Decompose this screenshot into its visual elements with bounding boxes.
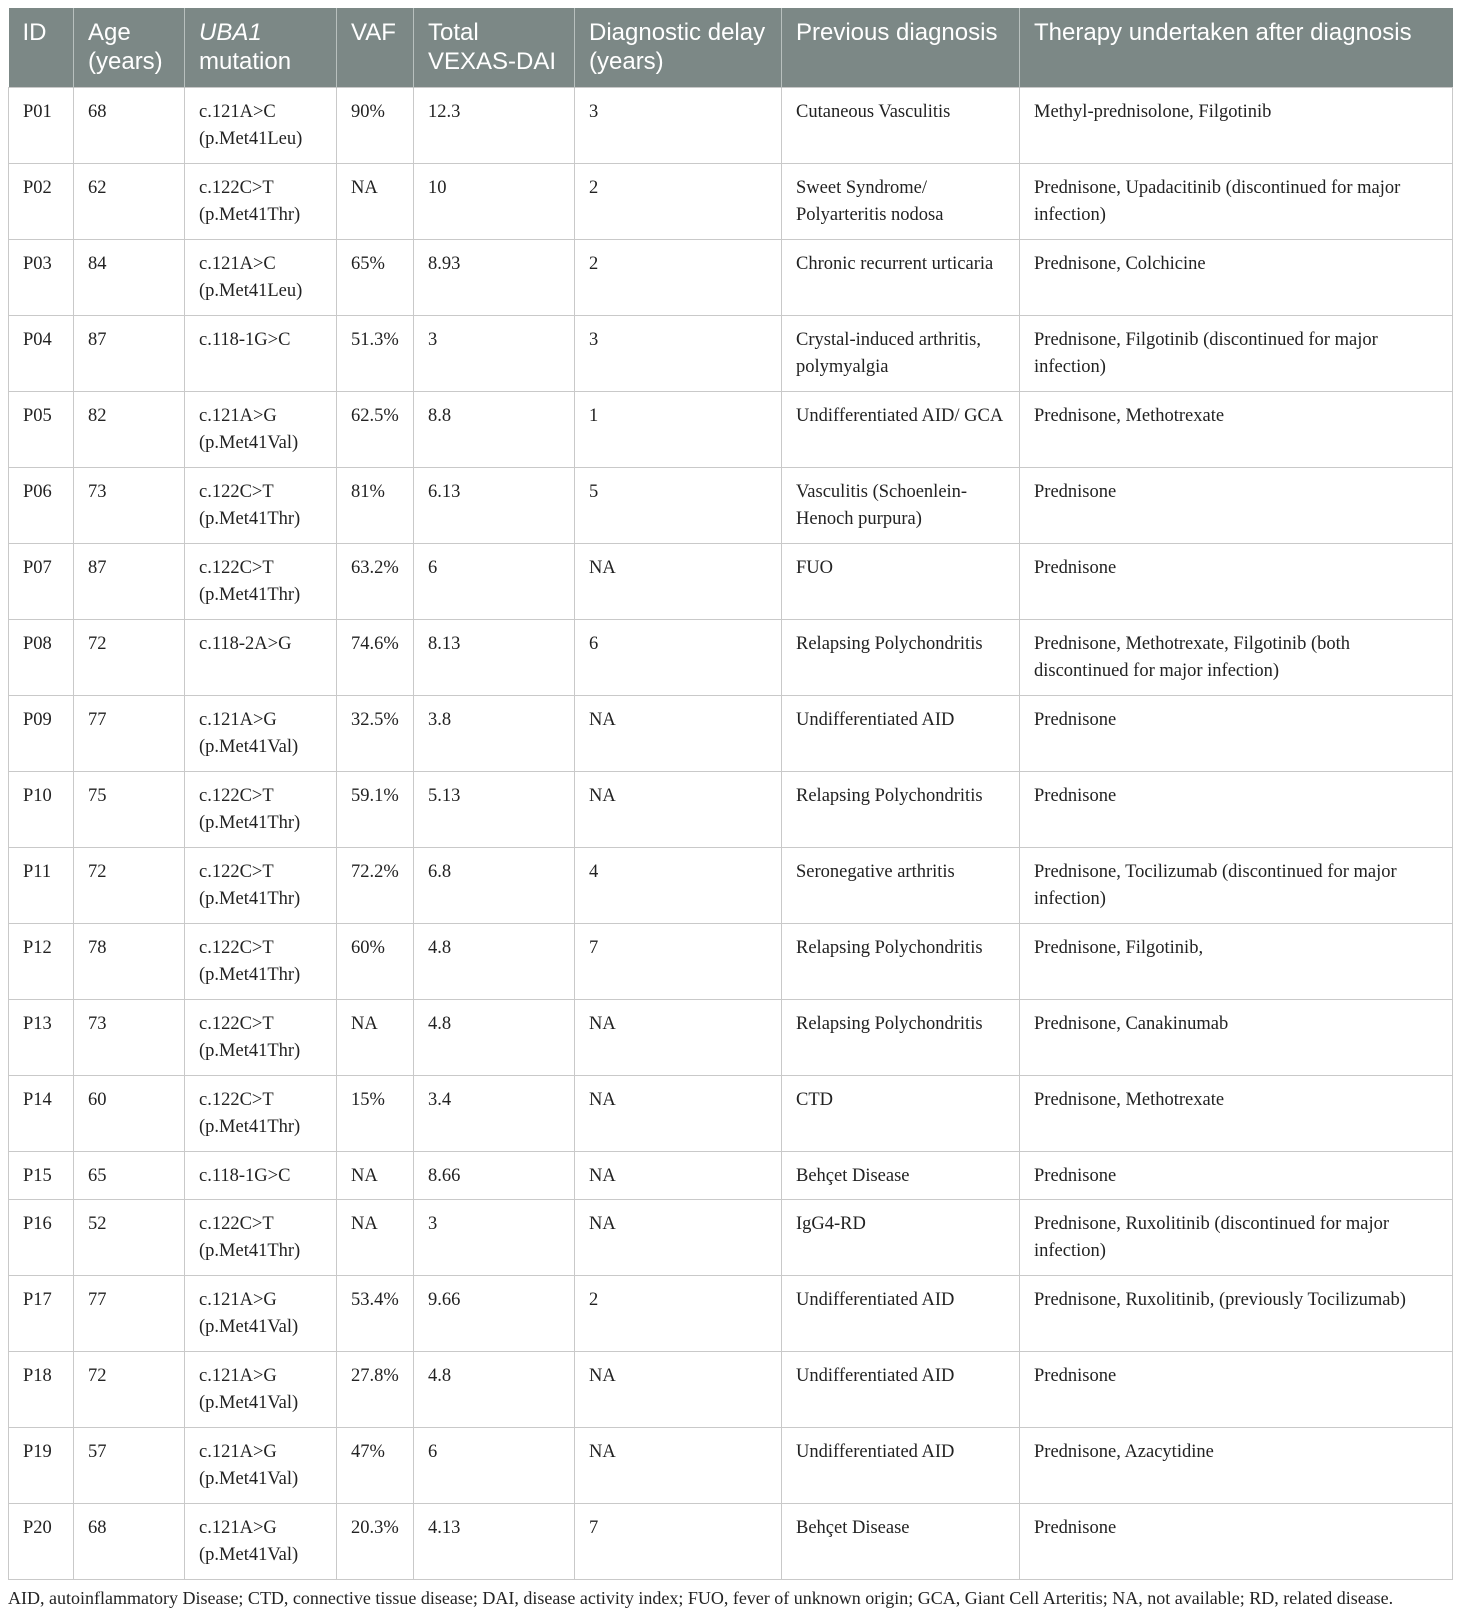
cell-previous-diagnosis: Relapsing Polychondritis — [782, 924, 1020, 1000]
cell-delay: 2 — [575, 164, 782, 240]
cell-mutation: c.122C>T (p.Met41Thr) — [185, 924, 337, 1000]
cell-age: 82 — [74, 392, 185, 468]
cell-id: P20 — [9, 1504, 74, 1580]
cell-dai: 3.4 — [414, 1076, 575, 1152]
cell-dai: 3.8 — [414, 696, 575, 772]
cell-mutation: c.122C>T (p.Met41Thr) — [185, 1000, 337, 1076]
table-row — [9, 1352, 1453, 1428]
cell-id: P10 — [9, 772, 74, 848]
cell-dai: 5.13 — [414, 772, 575, 848]
cell-therapy: Prednisone, Ruxolitinib (discontinued for major infection) — [1020, 1200, 1453, 1276]
cell-delay: 2 — [575, 1276, 782, 1352]
cell-mutation: c.121A>C (p.Met41Leu) — [185, 88, 337, 164]
cell-dai: 3 — [414, 1200, 575, 1276]
cell-previous-diagnosis: Relapsing Polychondritis — [782, 772, 1020, 848]
cell-previous-diagnosis: Vasculitis (Schoenlein-Henoch purpura) — [782, 468, 1020, 544]
cell-mutation: c.121A>G (p.Met41Val) — [185, 1504, 337, 1580]
cell-mutation: c.122C>T (p.Met41Thr) — [185, 848, 337, 924]
cell-age: 75 — [74, 772, 185, 848]
table-row — [9, 772, 1453, 848]
cell-vaf: 15% — [337, 1076, 414, 1152]
cell-dai: 4.13 — [414, 1504, 575, 1580]
cell-previous-diagnosis: IgG4-RD — [782, 1200, 1020, 1276]
cell-vaf: 63.2% — [337, 544, 414, 620]
cell-id: P03 — [9, 240, 74, 316]
cell-dai: 8.8 — [414, 392, 575, 468]
header-mutation-gene: UBA1 — [199, 19, 262, 46]
cell-delay: NA — [575, 544, 782, 620]
cell-id: P07 — [9, 544, 74, 620]
cell-delay: NA — [575, 1428, 782, 1504]
cell-id: P04 — [9, 316, 74, 392]
header-mutation-label: mutation — [199, 48, 292, 75]
cell-age: 87 — [74, 544, 185, 620]
cell-therapy: Prednisone, Tocilizumab (discontinued for major infection) — [1020, 848, 1453, 924]
cell-dai: 4.8 — [414, 1000, 575, 1076]
cell-mutation: c.121A>G (p.Met41Val) — [185, 1428, 337, 1504]
cell-previous-diagnosis: Undifferentiated AID/ GCA — [782, 392, 1020, 468]
cell-id: P16 — [9, 1200, 74, 1276]
cell-age: 73 — [74, 468, 185, 544]
cell-dai: 4.8 — [414, 1352, 575, 1428]
cell-dai: 6 — [414, 544, 575, 620]
cell-delay: NA — [575, 772, 782, 848]
cell-vaf: NA — [337, 1000, 414, 1076]
cell-previous-diagnosis: FUO — [782, 544, 1020, 620]
cell-delay: NA — [575, 696, 782, 772]
cell-therapy: Prednisone — [1020, 468, 1453, 544]
cell-id: P06 — [9, 468, 74, 544]
cell-id: P02 — [9, 164, 74, 240]
table-row — [9, 392, 1453, 468]
table-row — [9, 240, 1453, 316]
cell-delay: 3 — [575, 88, 782, 164]
cell-previous-diagnosis: Relapsing Polychondritis — [782, 1000, 1020, 1076]
cell-id: P18 — [9, 1352, 74, 1428]
cell-vaf: 65% — [337, 240, 414, 316]
table-row — [9, 1276, 1453, 1352]
cell-age: 78 — [74, 924, 185, 1000]
cell-therapy: Prednisone — [1020, 696, 1453, 772]
cell-therapy: Prednisone, Canakinumab — [1020, 1000, 1453, 1076]
cell-dai: 6.8 — [414, 848, 575, 924]
cell-previous-diagnosis: Undifferentiated AID — [782, 1352, 1020, 1428]
cell-age: 68 — [74, 88, 185, 164]
cell-delay: 2 — [575, 240, 782, 316]
cell-dai: 6.13 — [414, 468, 575, 544]
cell-age: 84 — [74, 240, 185, 316]
header-therapy: Therapy undertaken after diagnosis — [1020, 8, 1453, 88]
cell-vaf: 27.8% — [337, 1352, 414, 1428]
table-row — [9, 1200, 1453, 1276]
table-row — [9, 544, 1453, 620]
cell-age: 62 — [74, 164, 185, 240]
cell-delay: 6 — [575, 620, 782, 696]
cell-mutation: c.121A>G (p.Met41Val) — [185, 1352, 337, 1428]
cell-previous-diagnosis: CTD — [782, 1076, 1020, 1152]
table-row — [9, 1428, 1453, 1504]
cell-therapy: Prednisone, Ruxolitinib, (previously Tocilizumab) — [1020, 1276, 1453, 1352]
cell-previous-diagnosis: Chronic recurrent urticaria — [782, 240, 1020, 316]
cell-therapy: Prednisone, Filgotinib, — [1020, 924, 1453, 1000]
cell-age: 65 — [74, 1152, 185, 1200]
cell-vaf: 62.5% — [337, 392, 414, 468]
cell-previous-diagnosis: Undifferentiated AID — [782, 1276, 1020, 1352]
cell-id: P17 — [9, 1276, 74, 1352]
table-row — [9, 164, 1453, 240]
cell-previous-diagnosis: Undifferentiated AID — [782, 1428, 1020, 1504]
cell-vaf: NA — [337, 1200, 414, 1276]
cell-mutation: c.118-2A>G — [185, 620, 337, 696]
cell-delay: NA — [575, 1000, 782, 1076]
header-age: Age (years) — [74, 8, 185, 88]
cell-delay: NA — [575, 1200, 782, 1276]
cell-mutation: c.122C>T (p.Met41Thr) — [185, 1076, 337, 1152]
cell-delay: 4 — [575, 848, 782, 924]
table-header-row — [9, 8, 1453, 88]
cell-delay: 1 — [575, 392, 782, 468]
cell-previous-diagnosis: Seronegative arthritis — [782, 848, 1020, 924]
cell-dai: 8.13 — [414, 620, 575, 696]
table-row — [9, 88, 1453, 164]
table-row — [9, 620, 1453, 696]
cell-vaf: 72.2% — [337, 848, 414, 924]
cell-therapy: Prednisone — [1020, 772, 1453, 848]
cell-id: P14 — [9, 1076, 74, 1152]
cell-therapy: Prednisone, Colchicine — [1020, 240, 1453, 316]
cell-dai: 4.8 — [414, 924, 575, 1000]
cell-vaf: NA — [337, 1152, 414, 1200]
cell-id: P01 — [9, 88, 74, 164]
table-footnote: AID, autoinflammatory Disease; CTD, connective tissue disease; DAI, disease activity index; FUO, fever of unknown origin; GCA, Giant Cell Arteritis; NA, not available; RD, related disease. — [8, 1588, 1394, 1608]
cell-delay: NA — [575, 1076, 782, 1152]
header-previous-diagnosis: Previous diagnosis — [782, 8, 1020, 88]
header-delay: Diagnostic delay (years) — [575, 8, 782, 88]
cell-mutation: c.122C>T (p.Met41Thr) — [185, 772, 337, 848]
cell-mutation: c.121A>G (p.Met41Val) — [185, 1276, 337, 1352]
cell-delay: 3 — [575, 316, 782, 392]
cell-therapy: Prednisone — [1020, 544, 1453, 620]
cell-age: 57 — [74, 1428, 185, 1504]
header-dai: Total VEXAS-DAI — [414, 8, 575, 88]
cell-therapy: Prednisone, Azacytidine — [1020, 1428, 1453, 1504]
cell-age: 73 — [74, 1000, 185, 1076]
cell-mutation: c.122C>T (p.Met41Thr) — [185, 164, 337, 240]
cell-age: 87 — [74, 316, 185, 392]
cell-dai: 12.3 — [414, 88, 575, 164]
cell-vaf: 32.5% — [337, 696, 414, 772]
table-row — [9, 848, 1453, 924]
cell-therapy: Prednisone, Methotrexate — [1020, 392, 1453, 468]
cell-id: P15 — [9, 1152, 74, 1200]
cell-mutation: c.121A>G (p.Met41Val) — [185, 696, 337, 772]
cell-previous-diagnosis: Sweet Syndrome/ Polyarteritis nodosa — [782, 164, 1020, 240]
cell-previous-diagnosis: Relapsing Polychondritis — [782, 620, 1020, 696]
cell-mutation: c.118-1G>C — [185, 1152, 337, 1200]
table-row — [9, 696, 1453, 772]
cell-age: 68 — [74, 1504, 185, 1580]
cell-vaf: 47% — [337, 1428, 414, 1504]
cell-mutation: c.122C>T (p.Met41Thr) — [185, 468, 337, 544]
cell-age: 60 — [74, 1076, 185, 1152]
table-container — [8, 8, 1452, 1610]
cell-dai: 6 — [414, 1428, 575, 1504]
cell-delay: NA — [575, 1152, 782, 1200]
cell-previous-diagnosis: Cutaneous Vasculitis — [782, 88, 1020, 164]
cell-vaf: 53.4% — [337, 1276, 414, 1352]
cell-dai: 8.66 — [414, 1152, 575, 1200]
cell-id: P13 — [9, 1000, 74, 1076]
cell-dai: 10 — [414, 164, 575, 240]
cell-id: P09 — [9, 696, 74, 772]
cell-delay: 7 — [575, 1504, 782, 1580]
cell-therapy: Prednisone, Methotrexate, Filgotinib (both discontinued for major infection) — [1020, 620, 1453, 696]
table-row — [9, 1076, 1453, 1152]
table-row — [9, 1152, 1453, 1200]
cell-age: 72 — [74, 620, 185, 696]
cell-vaf: 60% — [337, 924, 414, 1000]
cell-vaf: 81% — [337, 468, 414, 544]
cell-therapy: Prednisone, Upadacitinib (discontinued for major infection) — [1020, 164, 1453, 240]
cell-mutation: c.118-1G>C — [185, 316, 337, 392]
cell-previous-diagnosis: Crystal-induced arthritis, polymyalgia — [782, 316, 1020, 392]
cell-age: 77 — [74, 1276, 185, 1352]
cell-vaf: 20.3% — [337, 1504, 414, 1580]
cell-previous-diagnosis: Behçet Disease — [782, 1504, 1020, 1580]
cell-id: P11 — [9, 848, 74, 924]
table-body — [9, 88, 1453, 1580]
cell-therapy: Prednisone, Filgotinib (discontinued for major infection) — [1020, 316, 1453, 392]
header-id: ID — [9, 8, 74, 88]
cell-dai: 8.93 — [414, 240, 575, 316]
cell-mutation: c.122C>T (p.Met41Thr) — [185, 1200, 337, 1276]
cell-mutation: c.121A>C (p.Met41Leu) — [185, 240, 337, 316]
cell-dai: 3 — [414, 316, 575, 392]
cell-previous-diagnosis: Behçet Disease — [782, 1152, 1020, 1200]
cell-mutation: c.121A>G (p.Met41Val) — [185, 392, 337, 468]
cell-age: 72 — [74, 848, 185, 924]
cell-vaf: 59.1% — [337, 772, 414, 848]
cell-previous-diagnosis: Undifferentiated AID — [782, 696, 1020, 772]
cell-id: P08 — [9, 620, 74, 696]
cell-age: 77 — [74, 696, 185, 772]
cell-age: 52 — [74, 1200, 185, 1276]
cell-dai: 9.66 — [414, 1276, 575, 1352]
table-row — [9, 316, 1453, 392]
cell-delay: 7 — [575, 924, 782, 1000]
cell-vaf: NA — [337, 164, 414, 240]
table-row — [9, 924, 1453, 1000]
cell-mutation: c.122C>T (p.Met41Thr) — [185, 544, 337, 620]
table-row — [9, 1504, 1453, 1580]
cell-id: P12 — [9, 924, 74, 1000]
cell-therapy: Methyl-prednisolone, Filgotinib — [1020, 88, 1453, 164]
cell-id: P05 — [9, 392, 74, 468]
cell-vaf: 51.3% — [337, 316, 414, 392]
cell-id: P19 — [9, 1428, 74, 1504]
cell-delay: 5 — [575, 468, 782, 544]
cell-therapy: Prednisone — [1020, 1152, 1453, 1200]
cell-delay: NA — [575, 1352, 782, 1428]
header-vaf: VAF — [337, 8, 414, 88]
cell-vaf: 90% — [337, 88, 414, 164]
cell-vaf: 74.6% — [337, 620, 414, 696]
patients-table — [8, 8, 1453, 1580]
cell-therapy: Prednisone — [1020, 1352, 1453, 1428]
table-row — [9, 468, 1453, 544]
cell-age: 72 — [74, 1352, 185, 1428]
header-mutation — [185, 8, 337, 88]
cell-therapy: Prednisone — [1020, 1504, 1453, 1580]
table-row — [9, 1000, 1453, 1076]
cell-therapy: Prednisone, Methotrexate — [1020, 1076, 1453, 1152]
